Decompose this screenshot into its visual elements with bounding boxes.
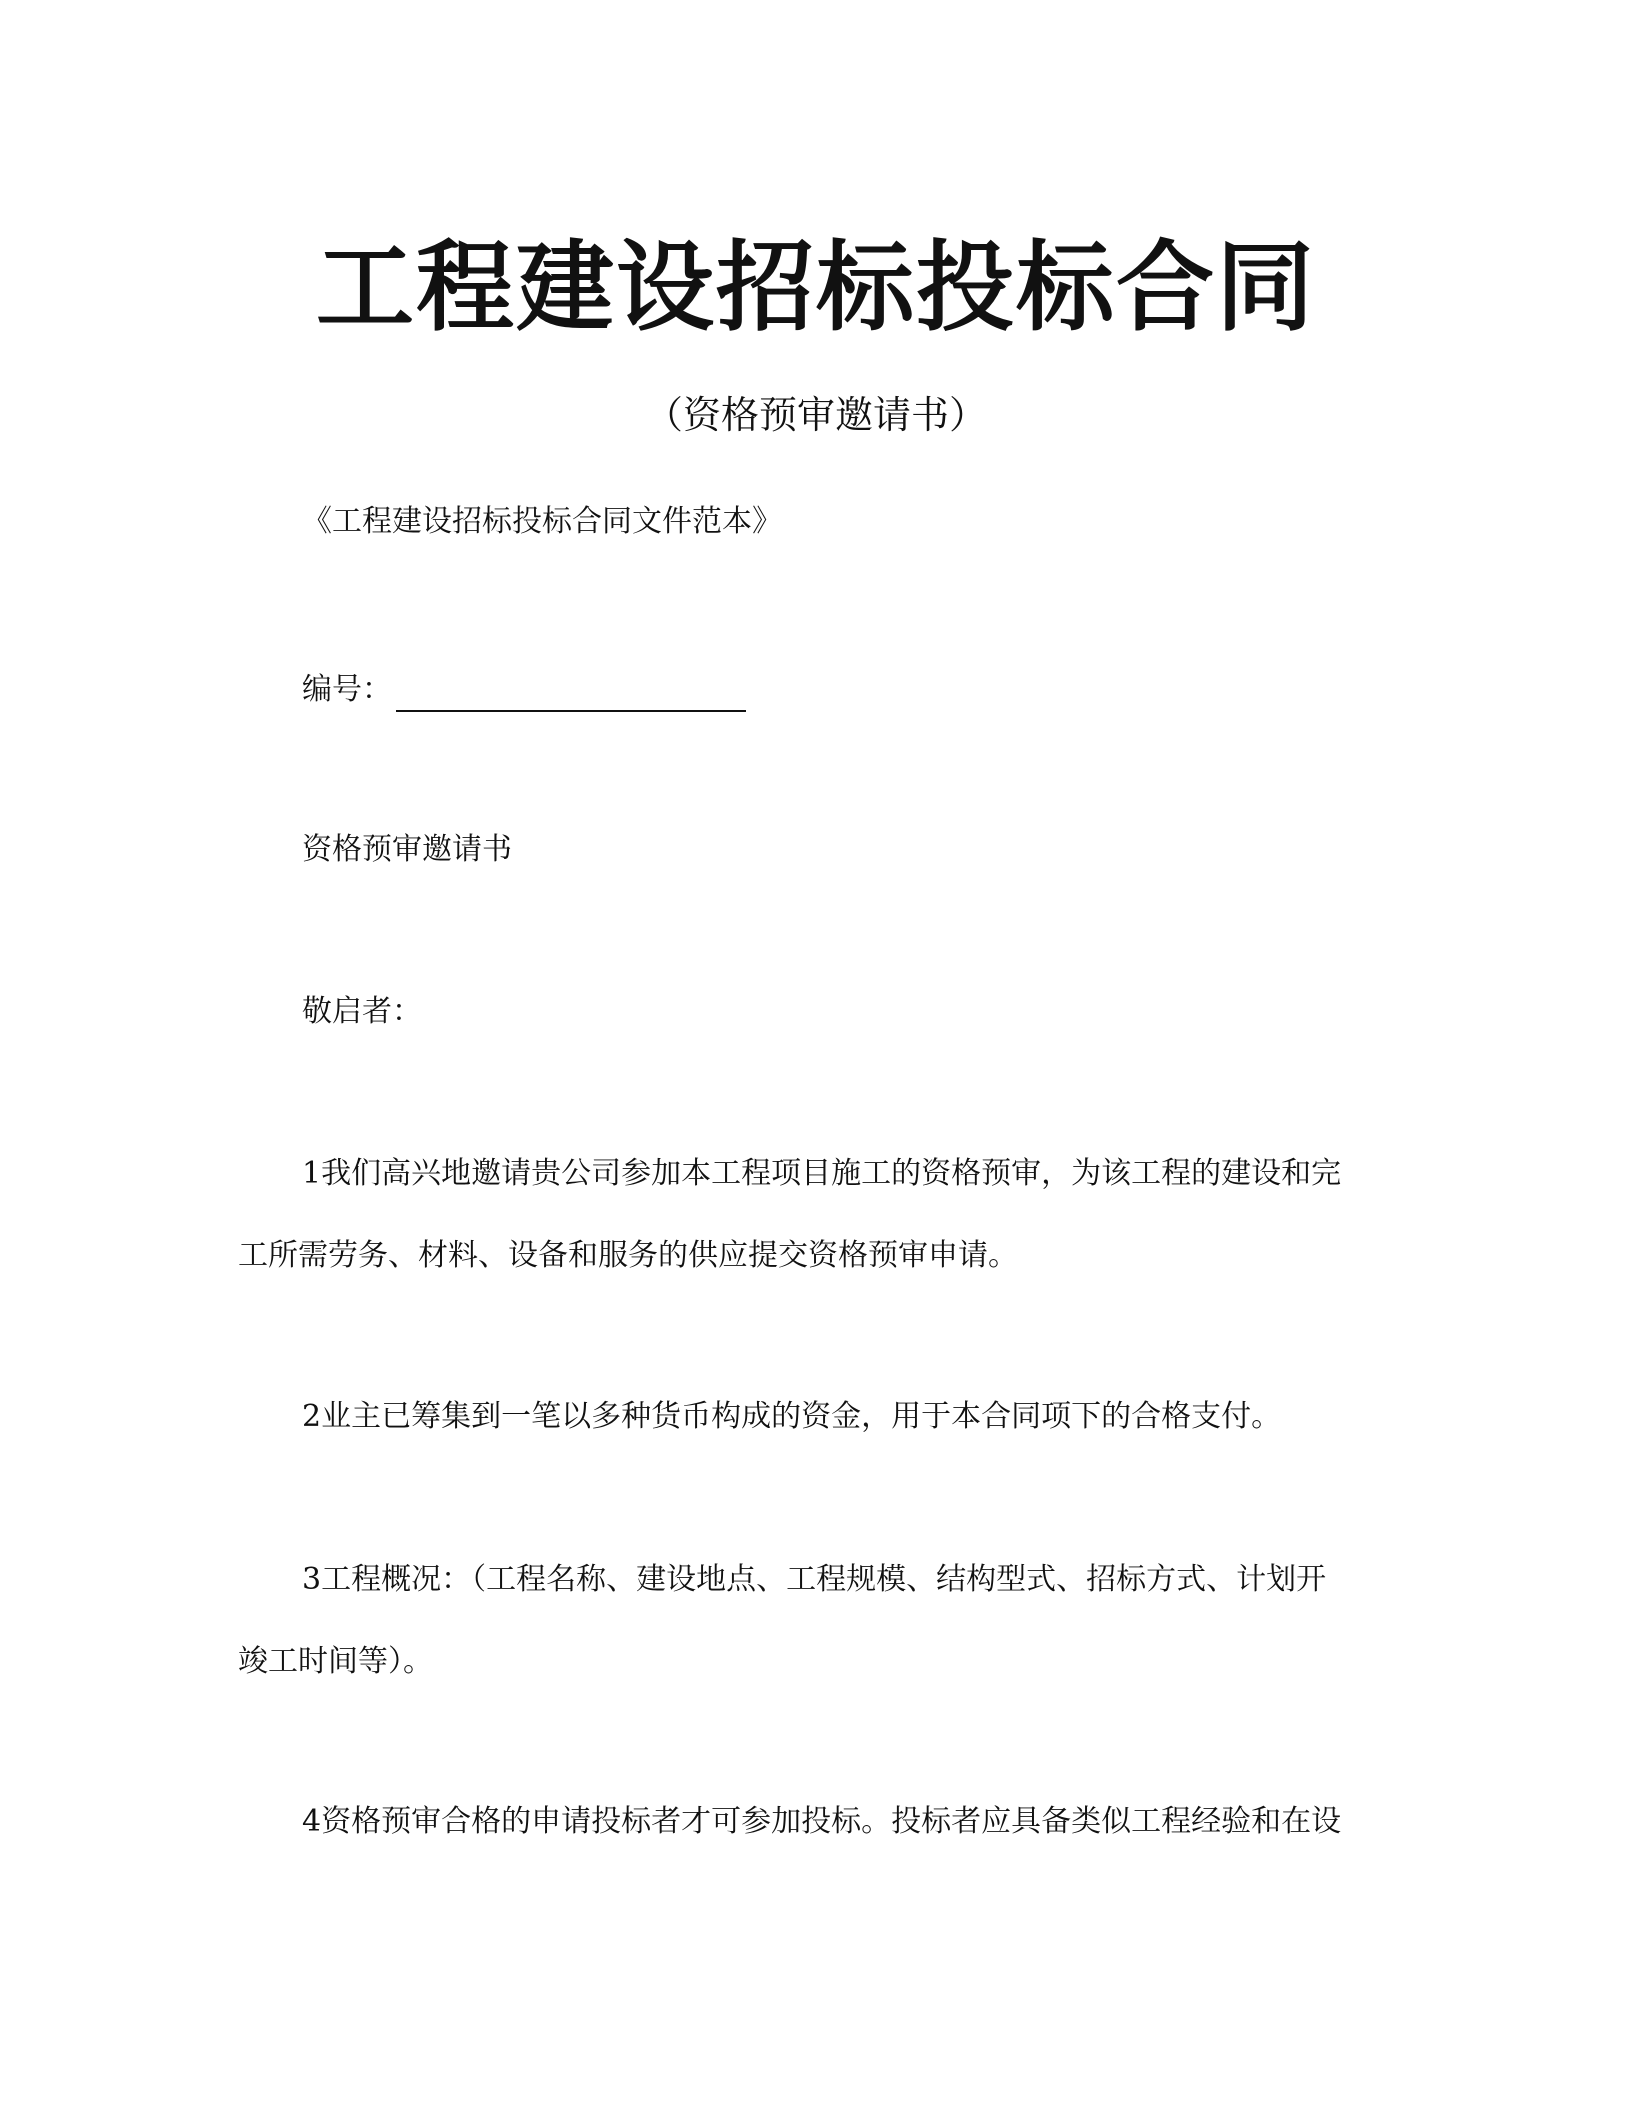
document-subtitle: （资格预审邀请书）	[644, 393, 987, 437]
paragraph-4-line-1: 4资格预审合格的申请投标者才可参加投标。投标者应具备类似工程经验和在设	[302, 1804, 1342, 1839]
salutation: 敬启者：	[302, 994, 422, 1029]
number-blank-line	[396, 680, 746, 712]
paragraph-2-line-1: 2业主已筹集到一笔以多种货币构成的资金，用于本合同项下的合格支付。	[302, 1399, 1282, 1434]
paragraph-1-line-2: 工所需劳务、材料、设备和服务的供应提交资格预审申请。	[238, 1238, 1018, 1273]
document-title: 工程建设招标投标合同	[315, 230, 1316, 345]
number-label: 编号：	[302, 672, 392, 707]
paragraph-3-line-2: 竣工时间等）。	[238, 1644, 433, 1679]
paragraph-1-line-1: 1我们高兴地邀请贵公司参加本工程项目施工的资格预审，为该工程的建设和完	[302, 1156, 1342, 1191]
paragraph-3-line-1: 3工程概况：（工程名称、建设地点、工程规模、结构型式、招标方式、计划开	[302, 1562, 1327, 1597]
reference-text: 《工程建设招标投标合同文件范本》	[302, 504, 782, 539]
number-field	[302, 668, 746, 712]
section-heading: 资格预审邀请书	[302, 832, 512, 867]
